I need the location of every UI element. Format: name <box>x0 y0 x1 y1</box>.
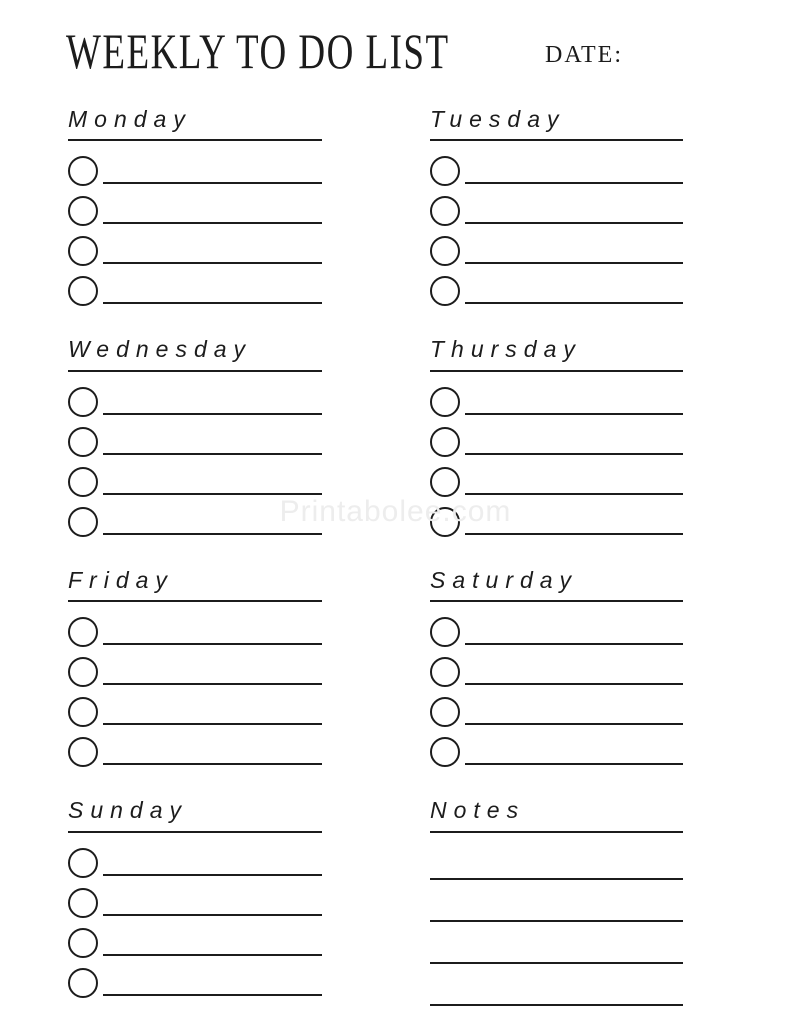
page-title: WEEKLY TO DO LIST <box>66 23 450 79</box>
task-line[interactable] <box>465 262 683 264</box>
section-notes <box>430 797 683 1005</box>
task-row <box>68 146 322 186</box>
task-row <box>68 377 322 417</box>
task-row <box>430 727 683 767</box>
task-line[interactable] <box>465 683 683 685</box>
task-line[interactable] <box>465 533 683 535</box>
checkbox-circle[interactable] <box>68 156 98 186</box>
task-line[interactable] <box>465 302 683 304</box>
task-row <box>68 226 322 266</box>
task-line[interactable] <box>103 763 322 765</box>
section-underline <box>430 139 683 141</box>
task-line[interactable] <box>103 954 322 956</box>
day-label: Wednesday <box>68 336 253 363</box>
section-wednesday <box>68 336 322 536</box>
checkbox-circle[interactable] <box>430 617 460 647</box>
task-line[interactable] <box>103 262 322 264</box>
task-line[interactable] <box>103 533 322 535</box>
task-rows <box>430 377 683 537</box>
checkbox-circle[interactable] <box>430 697 460 727</box>
section-underline <box>68 600 322 602</box>
task-row <box>68 266 322 306</box>
task-line[interactable] <box>103 723 322 725</box>
task-row <box>430 226 683 266</box>
checkbox-circle[interactable] <box>430 196 460 226</box>
section-underline <box>68 831 322 833</box>
note-line[interactable] <box>430 880 683 922</box>
task-rows <box>68 838 322 998</box>
checkbox-circle[interactable] <box>430 467 460 497</box>
section-underline <box>68 370 322 372</box>
date-label: DATE: <box>545 42 623 68</box>
section-saturday <box>430 567 683 767</box>
task-line[interactable] <box>103 453 322 455</box>
note-rows <box>430 838 683 1006</box>
task-row <box>68 417 322 457</box>
task-row <box>430 186 683 226</box>
checkbox-circle[interactable] <box>68 737 98 767</box>
day-label: Friday <box>68 566 174 593</box>
checkbox-circle[interactable] <box>68 928 98 958</box>
task-row <box>68 457 322 497</box>
task-row <box>68 497 322 537</box>
task-line[interactable] <box>103 874 322 876</box>
task-line[interactable] <box>103 493 322 495</box>
day-label: Tuesday <box>430 106 566 132</box>
section-underline <box>430 370 683 372</box>
task-line[interactable] <box>103 182 322 184</box>
task-line[interactable] <box>465 493 683 495</box>
checkbox-circle[interactable] <box>68 387 98 417</box>
section-underline <box>68 139 322 141</box>
task-row <box>430 687 683 727</box>
task-row <box>430 377 683 417</box>
task-row <box>68 647 322 687</box>
task-rows <box>68 146 322 306</box>
task-line[interactable] <box>103 413 322 415</box>
task-line[interactable] <box>465 222 683 224</box>
section-thursday <box>430 336 683 536</box>
week-grid <box>68 106 683 1006</box>
checkbox-circle[interactable] <box>430 236 460 266</box>
day-label: Sunday <box>68 797 189 824</box>
task-row <box>68 958 322 998</box>
notes-label: Notes <box>430 797 526 824</box>
task-line[interactable] <box>465 763 683 765</box>
checkbox-circle[interactable] <box>430 507 460 537</box>
section-underline <box>430 831 683 833</box>
checkbox-circle[interactable] <box>68 888 98 918</box>
checkbox-circle[interactable] <box>68 236 98 266</box>
task-row <box>430 266 683 306</box>
note-line[interactable] <box>430 922 683 964</box>
task-rows <box>430 146 683 306</box>
day-label: Monday <box>68 106 192 132</box>
watermark: Printabolee.com <box>279 495 512 528</box>
section-underline <box>430 600 683 602</box>
checkbox-circle[interactable] <box>430 737 460 767</box>
section-friday <box>68 567 322 767</box>
task-row <box>430 417 683 457</box>
task-row <box>430 497 683 537</box>
checkbox-circle[interactable] <box>430 427 460 457</box>
checkbox-circle[interactable] <box>68 617 98 647</box>
checkbox-circle[interactable] <box>68 968 98 998</box>
note-line[interactable] <box>430 964 683 1006</box>
task-line[interactable] <box>103 994 322 996</box>
task-line[interactable] <box>465 643 683 645</box>
note-line[interactable] <box>430 838 683 880</box>
task-row <box>68 878 322 918</box>
task-line[interactable] <box>103 222 322 224</box>
task-rows <box>430 607 683 767</box>
task-rows <box>68 377 322 537</box>
section-monday <box>68 106 322 306</box>
section-tuesday <box>430 106 683 306</box>
checkbox-circle[interactable] <box>68 276 98 306</box>
task-line[interactable] <box>465 453 683 455</box>
checkbox-circle[interactable] <box>430 657 460 687</box>
section-sunday <box>68 797 322 1005</box>
task-row <box>430 647 683 687</box>
task-line[interactable] <box>103 643 322 645</box>
task-line[interactable] <box>465 723 683 725</box>
checkbox-circle[interactable] <box>68 467 98 497</box>
checkbox-circle[interactable] <box>68 657 98 687</box>
task-row <box>68 687 322 727</box>
task-line[interactable] <box>465 182 683 184</box>
day-label: Thursday <box>430 336 582 363</box>
checkbox-circle[interactable] <box>68 427 98 457</box>
task-row <box>430 146 683 186</box>
task-row <box>430 607 683 647</box>
task-row <box>68 838 322 878</box>
checkbox-circle[interactable] <box>68 507 98 537</box>
task-line[interactable] <box>465 413 683 415</box>
checkbox-circle[interactable] <box>430 156 460 186</box>
task-row <box>68 727 322 767</box>
checkbox-circle[interactable] <box>430 276 460 306</box>
checkbox-circle[interactable] <box>68 697 98 727</box>
checkbox-circle[interactable] <box>430 387 460 417</box>
checkbox-circle[interactable] <box>68 196 98 226</box>
task-line[interactable] <box>103 914 322 916</box>
task-line[interactable] <box>103 683 322 685</box>
day-label: Saturday <box>430 566 579 593</box>
task-line[interactable] <box>103 302 322 304</box>
task-row <box>68 607 322 647</box>
task-row <box>430 457 683 497</box>
task-row <box>68 918 322 958</box>
checkbox-circle[interactable] <box>68 848 98 878</box>
task-rows <box>68 607 322 767</box>
task-row <box>68 186 322 226</box>
